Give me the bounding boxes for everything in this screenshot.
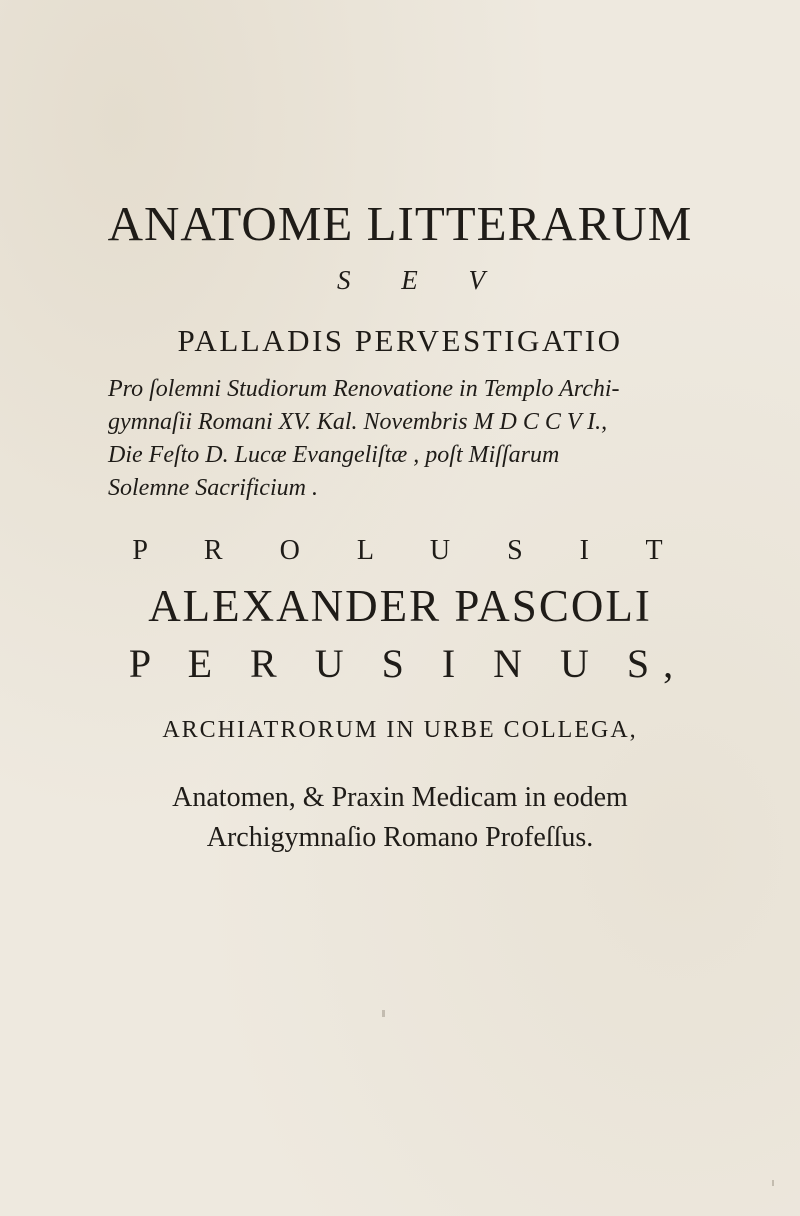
author-role-line: Anatomen, & Praxin Medicam in eodem — [172, 782, 628, 813]
prolusit-verb: P R O L U S I T — [132, 535, 688, 566]
author-role — [0, 778, 800, 858]
author-title: ARCHIATRORUM IN URBE COLLEGA, — [162, 717, 638, 743]
occasion-line: Die Feſto D. Lucæ Evangeliſtæ , poſt Miſſarum — [108, 442, 560, 468]
author-role-line: Archigymnaſio Romano Profeſſus. — [206, 822, 594, 853]
subtitle: PALLADIS PERVESTIGATIO — [177, 323, 623, 358]
ink-speck — [772, 1180, 774, 1186]
ink-speck — [382, 1010, 385, 1017]
seu-conjunction: S E V — [337, 265, 507, 295]
occasion-line: Solemne Sacrificium . — [108, 475, 318, 501]
main-title: ANATOME LITTERARUM — [107, 196, 693, 251]
occasion-description — [108, 373, 758, 505]
author-name: ALEXANDER PASCOLI — [148, 581, 652, 631]
author-origin: P E R U S I N U S, — [128, 641, 688, 686]
occasion-line: gymnaſii Romani XV. Kal. Novembris M D C C V I., — [108, 409, 608, 435]
occasion-line: Pro ſolemni Studiorum Renovatione in Templo Archi- — [108, 376, 620, 402]
